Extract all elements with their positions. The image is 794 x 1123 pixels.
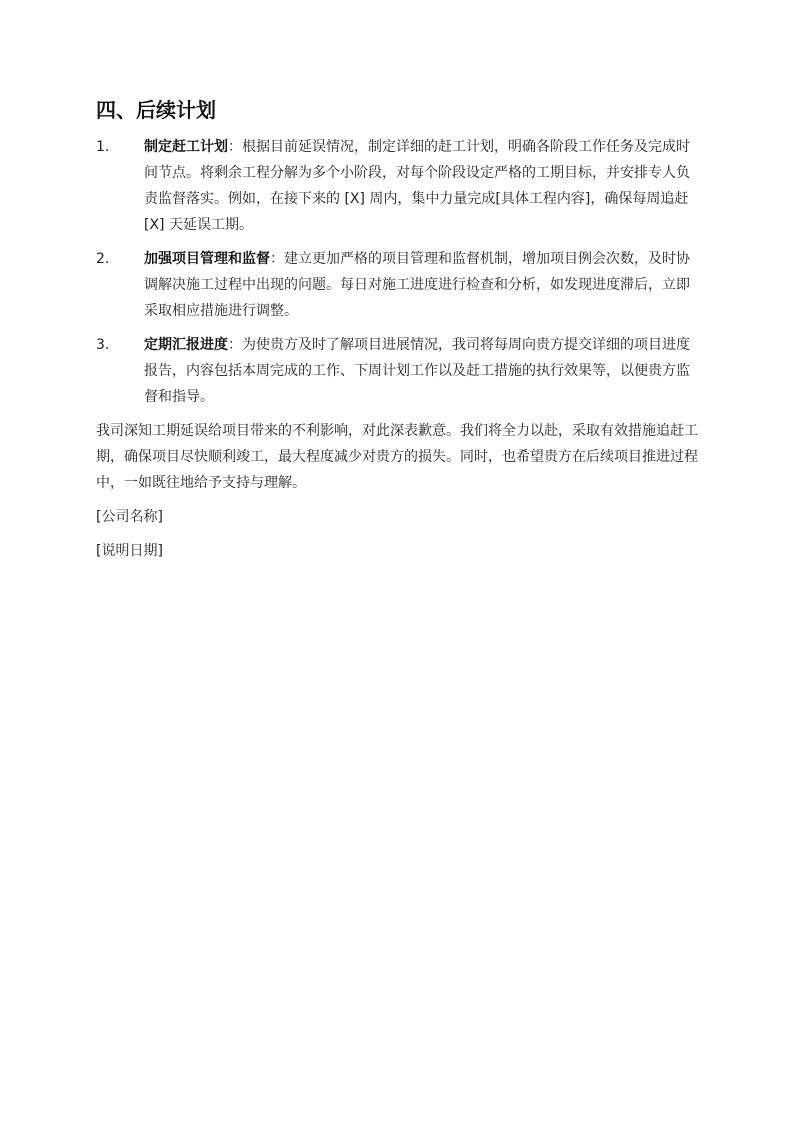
list-item-title: 制定赶工计划 [144, 139, 228, 155]
list-item [96, 134, 700, 238]
list-item-title: 加强项目管理和监督 [144, 251, 270, 267]
list-item-title: 定期汇报进度 [144, 337, 228, 353]
list-item [96, 332, 700, 410]
closing-paragraph: 我司深知工期延误给项目带来的不利影响，对此深表歉意。我们将全力以赴，采取有效措施追赶工期，确保项目尽快顺利竣工，最大程度减少对贵方的损失。同时，也希望贵方在后续项目推进过程中，一如既往地给予支持与理解。 [96, 423, 698, 491]
plan-list [96, 134, 700, 410]
document-date: [说明日期] [96, 543, 163, 559]
list-item [96, 246, 700, 324]
list-number: 3. [96, 337, 110, 353]
list-number: 2. [96, 251, 110, 267]
document-page [96, 96, 700, 572]
section-title: 四、后续计划 [96, 98, 216, 122]
list-item-text: ：为使贵方及时了解项目进展情况，我司将每周向贵方提交详细的项目进度报告，内容包括本周完成的工作、下周计划工作以及赶工措施的执行效果等，以便贵方监督和指导。 [144, 337, 690, 405]
list-item-text: ：根据目前延误情况，制定详细的赶工计划，明确各阶段工作任务及完成时间节点。将剩余工程分解为多个小阶段，对每个阶段设定严格的工期目标，并安排专人负责监督落实。例如，在接下来的 [X] 周内，集中力量完成[具体工程内容]，确保每周追赶 [X] 天延误工期。 [144, 139, 690, 233]
list-number: 1. [96, 139, 110, 155]
list-item-text: ：建立更加严格的项目管理和监督机制，增加项目例会次数，及时协调解决施工过程中出现的问题。每日对施工进度进行检查和分析，如发现进度滞后，立即采取相应措施进行调整。 [144, 251, 690, 319]
company-name: [公司名称] [96, 509, 163, 525]
